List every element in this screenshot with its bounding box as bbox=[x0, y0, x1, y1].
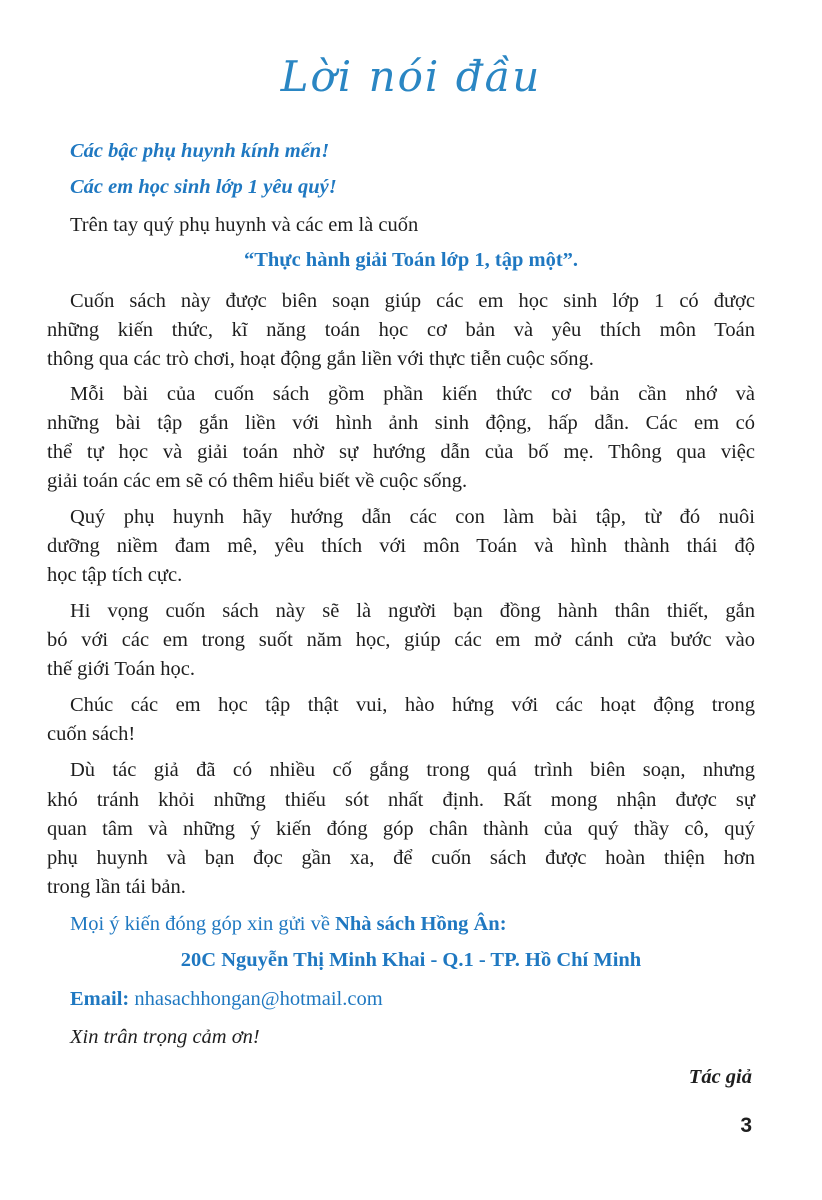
paragraph-line: dưỡng niềm đam mê, yêu thích với môn Toán và hình thành thái độ bbox=[47, 535, 755, 557]
paragraph-line: những kiến thức, kĩ năng toán học cơ bản và yêu thích môn Toán bbox=[47, 319, 755, 341]
intro-text: Trên tay quý phụ huynh và các em là cuốn bbox=[70, 214, 419, 236]
publisher-address: 20C Nguyễn Thị Minh Khai - Q.1 - TP. Hồ Chí Minh bbox=[180, 949, 642, 971]
paragraph-line: Chúc các em học tập thật vui, hào hứng với các hoạt động trong bbox=[70, 694, 755, 716]
email-label: Email: bbox=[70, 988, 130, 1010]
page-title: Lời nói đầu bbox=[280, 52, 542, 101]
thanks-text: Xin trân trọng cảm ơn! bbox=[70, 1026, 260, 1048]
author-signature: Tác giả bbox=[688, 1066, 752, 1088]
paragraph-line: khó tránh khỏi những thiếu sót nhất định. Rất mong nhận được sự bbox=[47, 789, 755, 811]
paragraph-line: cuốn sách! bbox=[47, 723, 136, 745]
paragraph-line: Dù tác giả đã có nhiều cố gắng trong quá trình biên soạn, nhưng bbox=[70, 759, 755, 781]
contact-line bbox=[70, 910, 755, 938]
paragraph-line: những bài tập gắn liền với hình ảnh sinh động, hấp dẫn. Các em có bbox=[47, 412, 755, 434]
email-line bbox=[70, 985, 755, 1013]
paragraph-line: Hi vọng cuốn sách này sẽ là người bạn đồng hành thân thiết, gắn bbox=[70, 600, 755, 622]
paragraph-line: giải toán các em sẽ có thêm hiểu biết về cuộc sống. bbox=[47, 470, 468, 492]
page-number: 3 bbox=[740, 1114, 752, 1137]
paragraph-line: bó với các em trong suốt năm học, giúp các em mở cánh cửa bước vào bbox=[47, 629, 755, 651]
paragraph-line: thông qua các trò chơi, hoạt động gắn liền với thực tiễn cuộc sống. bbox=[47, 348, 594, 370]
paragraph-line: phụ huynh và bạn đọc gần xa, để cuốn sách được hoàn thiện hơn bbox=[47, 847, 755, 869]
paragraph-line: quan tâm và những ý kiến đóng góp chân thành của quý thầy cô, quý bbox=[47, 818, 755, 840]
email-address: nhasachhongan@hotmail.com bbox=[129, 988, 383, 1010]
paragraph-line: thể tự học và giải toán nhờ sự hướng dẫn của bố mẹ. Thông qua việc bbox=[47, 441, 755, 463]
paragraph-line: học tập tích cực. bbox=[47, 564, 183, 586]
paragraph-line: Quý phụ huynh hãy hướng dẫn các con làm bài tập, từ đó nuôi bbox=[70, 506, 755, 528]
contact-lead: Mọi ý kiến đóng góp xin gửi về bbox=[70, 913, 336, 935]
greeting-parents: Các bậc phụ huynh kính mến! bbox=[70, 140, 330, 162]
paragraph-line: Mỗi bài của cuốn sách gồm phần kiến thức cơ bản cần nhớ và bbox=[70, 383, 755, 405]
publisher-name: Nhà sách Hồng Ân: bbox=[335, 913, 507, 935]
paragraph-line: trong lần tái bản. bbox=[47, 876, 186, 898]
paragraph-line: thế giới Toán học. bbox=[47, 658, 195, 680]
paragraph-line: Cuốn sách này được biên soạn giúp các em học sinh lớp 1 có được bbox=[70, 290, 755, 312]
book-title: “Thực hành giải Toán lớp 1, tập một”. bbox=[243, 249, 579, 271]
greeting-students: Các em học sinh lớp 1 yêu quý! bbox=[70, 176, 337, 198]
